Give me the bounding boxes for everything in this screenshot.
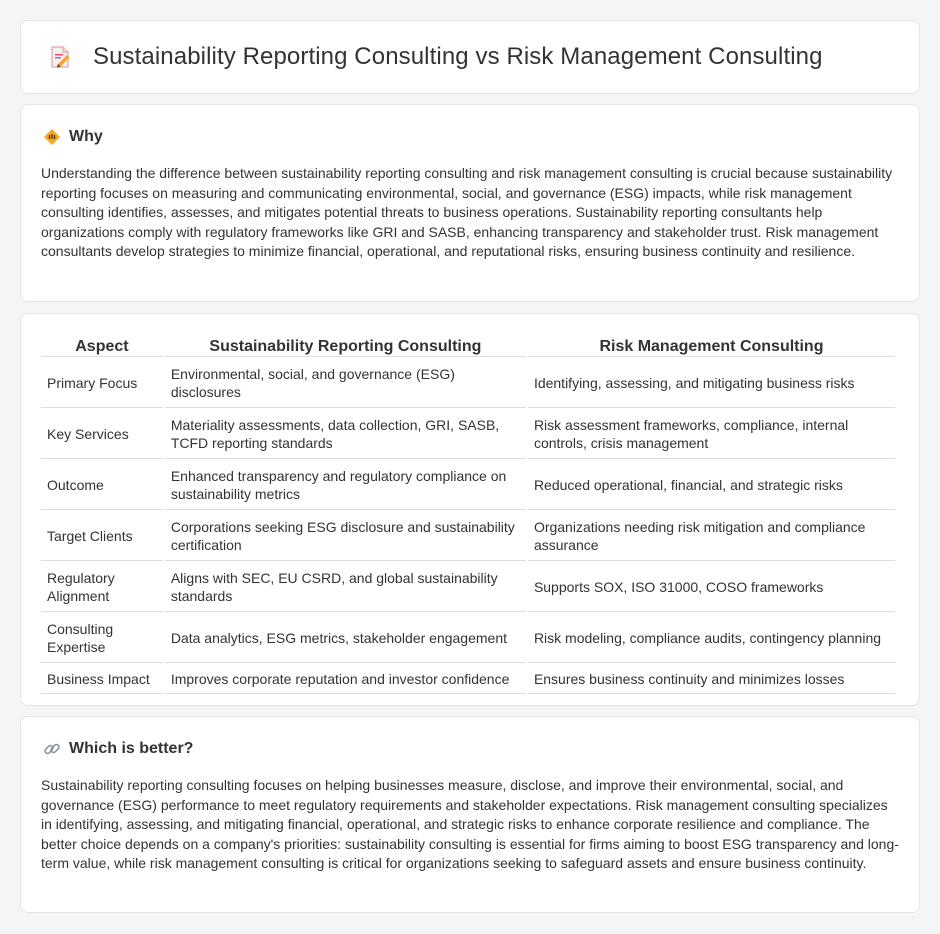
header-aspect: Aspect xyxy=(41,334,163,357)
row-risk: Ensures business continuity and minimizes losses xyxy=(528,665,895,694)
table-row xyxy=(41,461,895,510)
why-section xyxy=(20,104,920,302)
row-aspect: Regulatory Alignment xyxy=(41,563,163,612)
header-sustainability: Sustainability Reporting Consulting xyxy=(165,334,526,357)
row-risk: Organizations needing risk mitigation and compliance assurance xyxy=(528,512,895,561)
diamond-sign-icon xyxy=(43,128,61,146)
row-sustainability: Environmental, social, and governance (ESG) disclosures xyxy=(165,359,526,408)
table-row xyxy=(41,665,895,694)
better-text: Sustainability reporting consulting focuses on helping businesses measure, disclose, and improve their environmental, social, and governance (ESG) performance to meet regulatory requirements and stakeholder expectations. Risk management consulting specializes in identifying, assessing, and mitigating financial, operational, and strategic risks to enhance corporate resilience and compliance. The better choice depends on a company's priorities: sustainability consulting is essential for firms aiming to boost ESG transparency and long-term value, while risk management consulting is critical for organizations seeking to safeguard assets and ensure business continuity. xyxy=(41,777,899,872)
row-aspect: Target Clients xyxy=(41,512,163,561)
why-heading: Why xyxy=(69,128,103,145)
row-risk: Risk modeling, compliance audits, contingency planning xyxy=(528,614,895,663)
table-header-row xyxy=(41,334,895,357)
row-sustainability: Aligns with SEC, EU CSRD, and global sustainability standards xyxy=(165,563,526,612)
row-risk: Reduced operational, financial, and strategic risks xyxy=(528,461,895,510)
table-row xyxy=(41,359,895,408)
row-aspect: Key Services xyxy=(41,410,163,459)
row-risk: Supports SOX, ISO 31000, COSO frameworks xyxy=(528,563,895,612)
row-sustainability: Improves corporate reputation and investor confidence xyxy=(165,665,526,694)
row-risk: Identifying, assessing, and mitigating business risks xyxy=(528,359,895,408)
table-row xyxy=(41,410,895,459)
comparison-table-card xyxy=(20,313,920,706)
row-sustainability: Corporations seeking ESG disclosure and sustainability certification xyxy=(165,512,526,561)
row-aspect: Primary Focus xyxy=(41,359,163,408)
row-risk: Risk assessment frameworks, compliance, internal controls, crisis management xyxy=(528,410,895,459)
document-pen-icon xyxy=(47,44,73,70)
page-header xyxy=(20,20,920,94)
row-sustainability: Materiality assessments, data collection, GRI, SASB, TCFD reporting standards xyxy=(165,410,526,459)
link-icon xyxy=(43,740,61,758)
table-row xyxy=(41,614,895,663)
row-aspect: Consulting Expertise xyxy=(41,614,163,663)
which-is-better-section xyxy=(20,716,920,913)
table-row xyxy=(41,512,895,561)
row-sustainability: Data analytics, ESG metrics, stakeholder engagement xyxy=(165,614,526,663)
row-aspect: Outcome xyxy=(41,461,163,510)
better-heading: Which is better? xyxy=(69,740,194,757)
row-aspect: Business Impact xyxy=(41,665,163,694)
row-sustainability: Enhanced transparency and regulatory compliance on sustainability metrics xyxy=(165,461,526,510)
why-text: Understanding the difference between sustainability reporting consulting and risk management consulting is crucial because sustainability reporting focuses on measuring and communicating environmental, social, and governance (ESG) impacts, while risk management consulting identifies, assesses, and mitigates potential threats to business operations. Sustainability reporting consultants help organizations comply with regulatory frameworks like GRI and SASB, enhancing transparency and stakeholder trust. Risk management consultants develop strategies to minimize financial, operational, and reputational risks, ensuring business continuity and resilience. xyxy=(41,165,893,260)
table-row xyxy=(41,563,895,612)
header-risk: Risk Management Consulting xyxy=(528,334,895,357)
comparison-table xyxy=(39,332,897,696)
page-title: Sustainability Reporting Consulting vs Risk Management Consulting xyxy=(93,43,823,70)
